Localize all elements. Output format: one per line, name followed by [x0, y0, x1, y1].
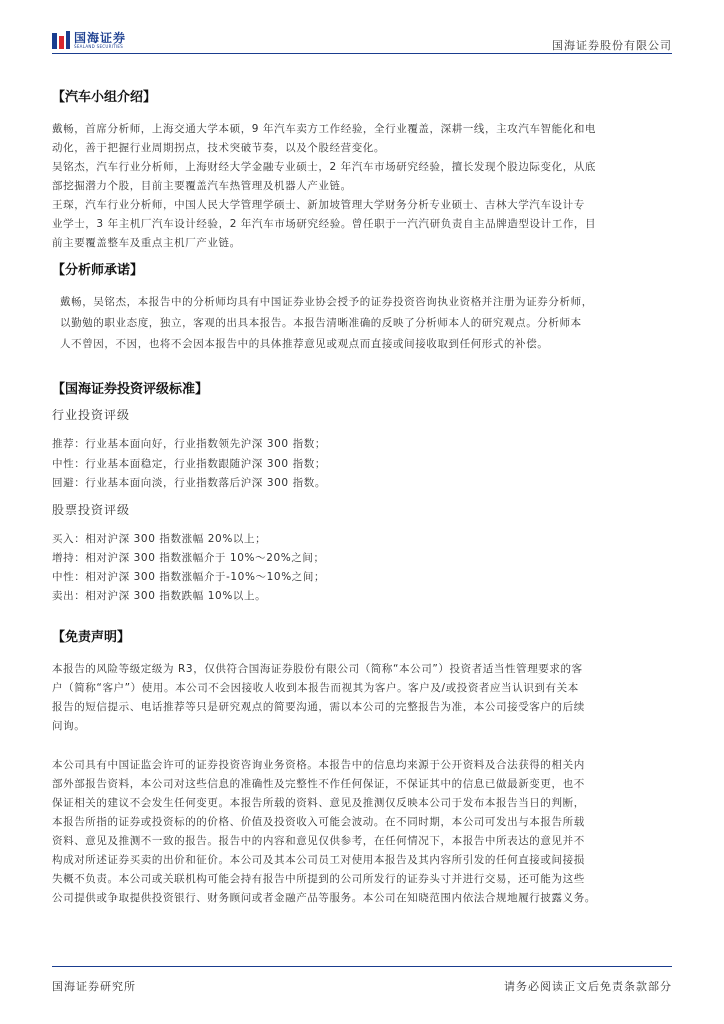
- header-company-name: 国海证券股份有限公司: [552, 39, 672, 52]
- auto-team-line: 部挖掘潜力个股，目前主要覆盖汽车热管理及机器人产业链。: [52, 180, 352, 192]
- disclaimer-para-2: [52, 756, 677, 908]
- disclaimer-line: 失概不负责。本公司或关联机构可能会持有报告中所提到的公司所发行的证券头寸并进行交易，还可能为这些: [52, 873, 585, 885]
- industry-rating-heading: 行业投资评级: [52, 408, 131, 422]
- logo-cn-text: 国海证券: [74, 30, 127, 45]
- auto-team-line: 动化，善于把握行业周期拐点，技术突破节奏，以及个股经营变化。: [52, 142, 385, 154]
- auto-team-line: 吴铭杰，汽车行业分析师，上海财经大学金融专业硕士，2 年汽车市场研究经验，擅长发现个股边际变化，从底: [52, 161, 597, 173]
- commitment-line: 以勤勉的职业态度，独立，客观的出具本报告。本报告清晰准确的反映了分析师本人的研究观点。分析师本: [60, 317, 582, 329]
- auto-team-line: 王琛，汽车行业分析师，中国人民大学管理学硕士、新加坡管理大学财务分析专业硕士、吉林大学汽车设计专: [52, 199, 585, 211]
- disclaimer-line: 部外部报告资料，本公司对这些信息的准确性及完整性不作任何保证，不保证其中的信息已做最新变更，也不: [52, 778, 585, 790]
- disclaimer-line: 报告的短信提示、电话推荐等只是研究观点的简要沟通，需以本公司的完整报告为准，本公司接受客户的后续: [52, 701, 585, 713]
- auto-team-line: 业学士，3 年主机厂汽车设计经验，2 年汽车市场研究经验。曾任职于一汽汽研负责自主品牌造型设计工作，目: [52, 218, 597, 230]
- analyst-commitment-body: [60, 292, 672, 355]
- section-title-disclaimer: 【免责声明】: [52, 630, 131, 645]
- disclaimer-line: 问询。: [52, 720, 86, 732]
- disclaimer-line: 本报告所指的证券或投资标的的价格、价值及投资收入可能会波动。在不同时期，本公司可发出与本报告所载: [52, 816, 585, 828]
- company-logo: [52, 28, 126, 52]
- disclaimer-line: 保证相关的建议不会发生任何变更。本报告所载的资料、意见及推测仅反映本公司于发布本报告当日的判断，: [52, 797, 585, 809]
- stock-rating-item: 买入：相对沪深 300 指数涨幅 20%以上；: [52, 533, 267, 545]
- stock-rating-item: 增持：相对沪深 300 指数涨幅介于 10%～20%之间；: [52, 552, 325, 564]
- footer-divider: [52, 966, 672, 967]
- section-title-auto-team: 【汽车小组介绍】: [52, 90, 157, 105]
- disclaimer-para-1: [52, 660, 677, 736]
- logo-en-text: SEALAND SECURITIES: [74, 43, 124, 49]
- stock-rating-heading: 股票投资评级: [52, 503, 131, 517]
- footer-disclaimer-note: 请务必阅读正文后免责条款部分: [504, 980, 672, 993]
- auto-team-line: 戴畅，首席分析师，上海交通大学本硕，9 年汽车卖方工作经验，全行业覆盖，深耕一线，主攻汽车智能化和电: [52, 123, 597, 135]
- stock-rating-item: 中性：相对沪深 300 指数涨幅介于-10%～10%之间；: [52, 571, 326, 583]
- section-title-rating-standard: 【国海证券投资评级标准】: [52, 382, 209, 397]
- footer-institute: 国海证券研究所: [52, 980, 136, 993]
- disclaimer-line: 构成对所述证券买卖的出价和征价。本公司及其本公司员工对使用本报告及其内容所引发的任何直接或间接损: [52, 854, 585, 866]
- page-header: [52, 28, 672, 56]
- disclaimer-line: 本公司具有中国证监会许可的证券投资咨询业务资格。本报告中的信息均来源于公开资料及合法获得的相关内: [52, 759, 585, 771]
- stock-rating-item: 卖出：相对沪深 300 指数跌幅 10%以上。: [52, 590, 267, 602]
- logo-icon: [52, 31, 70, 49]
- disclaimer-line: 本报告的风险等级定级为 R3，仅供符合国海证券股份有限公司（简称“本公司”）投资者适当性管理要求的客: [52, 663, 583, 675]
- commitment-line: 戴畅，吴铭杰，本报告中的分析师均具有中国证券业协会授予的证券投资咨询执业资格并注册为证券分析师，: [60, 296, 593, 308]
- commitment-line: 人不曾因，不因，也将不会因本报告中的具体推荐意见或观点而直接或间接收取到任何形式的补偿。: [60, 338, 549, 350]
- header-divider: [52, 53, 672, 54]
- section-title-analyst-commitment: 【分析师承诺】: [52, 263, 144, 278]
- industry-rating-item: 推荐：行业基本面向好，行业指数领先沪深 300 指数；: [52, 438, 326, 450]
- industry-rating-item: 回避：行业基本面向淡，行业指数落后沪深 300 指数。: [52, 477, 326, 489]
- auto-team-body: [52, 120, 677, 253]
- disclaimer-line: 公司提供或争取提供投资银行、财务顾问或者金融产品等服务。本公司在知晓范围内依法合规地履行披露义务。: [52, 892, 596, 904]
- auto-team-line: 前主要覆盖整车及重点主机厂产业链。: [52, 237, 241, 249]
- disclaimer-line: 资料、意见及推测不一致的报告。报告中的内容和意见仅供参考，在任何情况下，本报告中所表达的意见并不: [52, 835, 585, 847]
- industry-rating-item: 中性：行业基本面稳定，行业指数跟随沪深 300 指数；: [52, 458, 326, 470]
- disclaimer-line: 户（简称“客户”）使用。本公司不会因接收人收到本报告而视其为客户。客户及/或投资者应当认识到有关本: [52, 682, 579, 694]
